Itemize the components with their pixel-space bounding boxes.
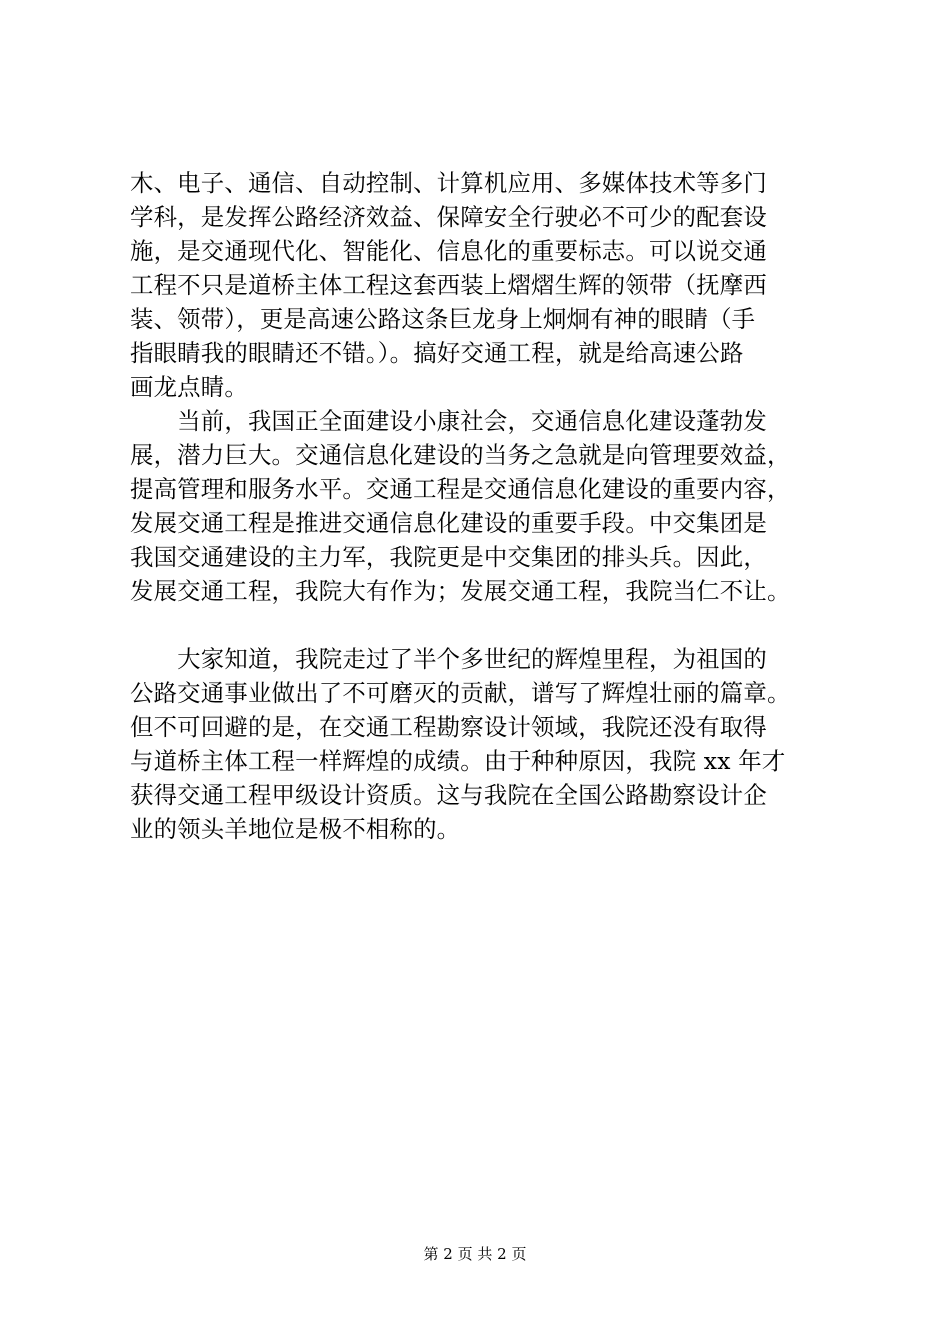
body-text xyxy=(130,166,850,846)
text-line: 与道桥主体工程一样辉煌的成绩。由于种种原因，我院 xx 年才 xyxy=(130,747,786,775)
text-line: 画龙点睛。 xyxy=(130,373,248,401)
text-line: 发展交通工程是推进交通信息化建设的重要手段。中交集团是 xyxy=(130,509,767,537)
text-line: 公路交通事业做出了不可磨灭的贡献，谱写了辉煌壮丽的篇章。 xyxy=(130,679,791,707)
text-line: 我国交通建设的主力军，我院更是中交集团的排头兵。因此， xyxy=(130,543,767,571)
page-number: 第 2 页 共 2 页 xyxy=(423,1245,527,1263)
text-line: 展，潜力巨大。交通信息化建设的当务之急就是向管理要效益， xyxy=(130,441,791,469)
text-line: 业的领头羊地位是极不相称的。 xyxy=(130,815,461,843)
paragraph-3 xyxy=(130,642,850,846)
text-line: 学科，是发挥公路经济效益、保障安全行驶必不可少的配套设 xyxy=(130,203,767,231)
paragraph-1 xyxy=(130,166,850,404)
text-line: 发展交通工程，我院大有作为；发展交通工程，我院当仁不让。 xyxy=(130,577,791,605)
page-footer xyxy=(0,1244,950,1264)
text-line: 提高管理和服务水平。交通工程是交通信息化建设的重要内容， xyxy=(130,475,791,503)
text-line: 但不可回避的是，在交通工程勘察设计领域，我院还没有取得 xyxy=(130,713,767,741)
text-line: 指眼睛我的眼睛还不错。）。搞好交通工程，就是给高速公路 xyxy=(130,339,744,367)
text-line: 木、电子、通信、自动控制、计算机应用、多媒体技术等多门 xyxy=(130,169,767,197)
text-line: 装、领带），更是高速公路这条巨龙身上炯炯有神的眼睛（手 xyxy=(130,305,756,333)
text-line: 施，是交通现代化、智能化、信息化的重要标志。可以说交通 xyxy=(130,237,767,265)
text-line: 获得交通工程甲级设计资质。这与我院在全国公路勘察设计企 xyxy=(130,781,767,809)
text-line: 当前，我国正全面建设小康社会，交通信息化建设蓬勃发 xyxy=(130,407,767,435)
paragraph-2 xyxy=(130,404,850,608)
paragraph-spacer xyxy=(130,608,850,642)
text-line: 大家知道，我院走过了半个多世纪的辉煌里程，为祖国的 xyxy=(130,645,767,673)
text-line: 工程不只是道桥主体工程这套西装上熠熠生辉的领带（抚摩西 xyxy=(130,271,767,299)
